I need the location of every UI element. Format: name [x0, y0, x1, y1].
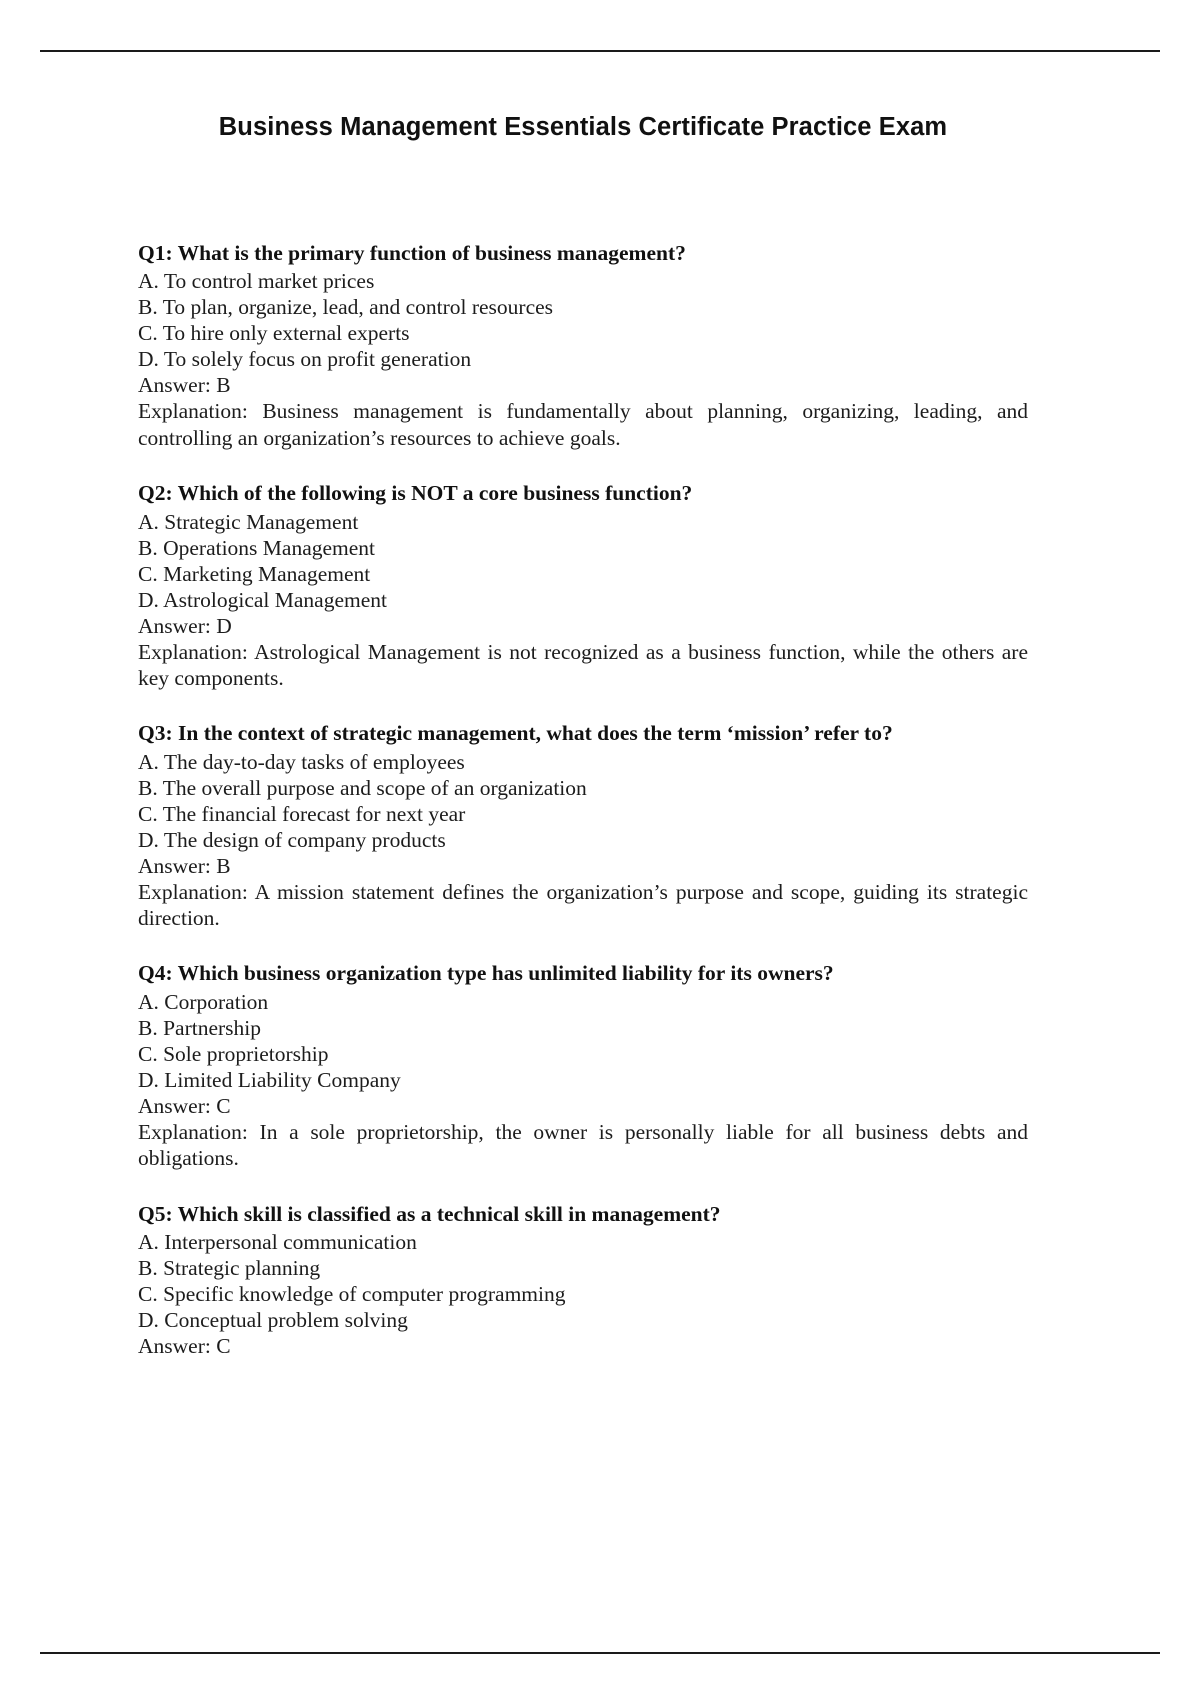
question-prompt: Q4: Which business organization type has unlimited liability for its owners?	[138, 961, 834, 986]
question-answer: Answer: D	[138, 613, 232, 638]
question-answer: Answer: B	[138, 853, 231, 878]
question-answer: Answer: C	[138, 1334, 231, 1359]
question-answer: Answer: C	[138, 1094, 231, 1119]
question-explanation: Explanation: A mission statement defines the organization’s purpose and scope, guiding its strategic direction.	[138, 879, 1028, 931]
question-option-b: B. Operations Management	[138, 535, 376, 560]
question-answer: Answer: B	[138, 373, 231, 398]
footer-divider	[40, 1652, 1160, 1654]
question-option-a: A. The day-to-day tasks of employees	[138, 749, 465, 774]
question-option-a: A. Strategic Management	[138, 509, 359, 534]
question-prompt: Q2: Which of the following is NOT a core business function?	[138, 480, 693, 505]
question-option-a: A. Interpersonal communication	[138, 1230, 417, 1255]
question-option-d: D. Astrological Management	[138, 587, 387, 612]
question-option-b: B. Partnership	[138, 1016, 262, 1041]
question-option-c: C. To hire only external experts	[138, 321, 410, 346]
question-option-c: C. The financial forecast for next year	[138, 801, 466, 826]
question-option-c: C. Specific knowledge of computer programming	[138, 1282, 566, 1307]
question-explanation: Explanation: Business management is fundamentally about planning, organizing, leading, and controlling an organization’s resources to achieve goals.	[138, 399, 1028, 450]
question-block-4	[138, 961, 1028, 1171]
question-block-3	[138, 721, 1028, 931]
document-content	[138, 112, 1028, 1359]
question-option-a: A. To control market prices	[138, 269, 375, 294]
question-explanation: Explanation: Astrological Management is not recognized as a business function, while the others are key components.	[138, 639, 1028, 690]
question-prompt: Q3: In the context of strategic management, what does the term ‘mission’ refer to?	[138, 721, 893, 746]
question-option-d: D. The design of company products	[138, 827, 446, 852]
question-prompt: Q1: What is the primary function of business management?	[138, 240, 686, 265]
question-option-d: D. To solely focus on profit generation	[138, 347, 472, 372]
question-explanation: Explanation: In a sole proprietorship, the owner is personally liable for all business debts and obligations.	[138, 1120, 1028, 1171]
question-option-a: A. Corporation	[138, 990, 269, 1015]
question-option-d: D. Limited Liability Company	[138, 1068, 401, 1093]
question-block-2	[138, 481, 1028, 691]
header-divider	[40, 50, 1160, 52]
question-option-b: B. To plan, organize, lead, and control resources	[138, 295, 554, 320]
question-block-5	[138, 1202, 1028, 1360]
question-option-c: C. Marketing Management	[138, 561, 371, 586]
question-prompt: Q5: Which skill is classified as a technical skill in management?	[138, 1201, 721, 1226]
question-option-c: C. Sole proprietorship	[138, 1042, 329, 1067]
page-title: Business Management Essentials Certificate Practice Exam	[218, 113, 948, 141]
question-block-1	[138, 241, 1028, 451]
question-option-d: D. Conceptual problem solving	[138, 1308, 408, 1333]
question-option-b: B. The overall purpose and scope of an organization	[138, 775, 587, 800]
question-option-b: B. Strategic planning	[138, 1256, 321, 1281]
